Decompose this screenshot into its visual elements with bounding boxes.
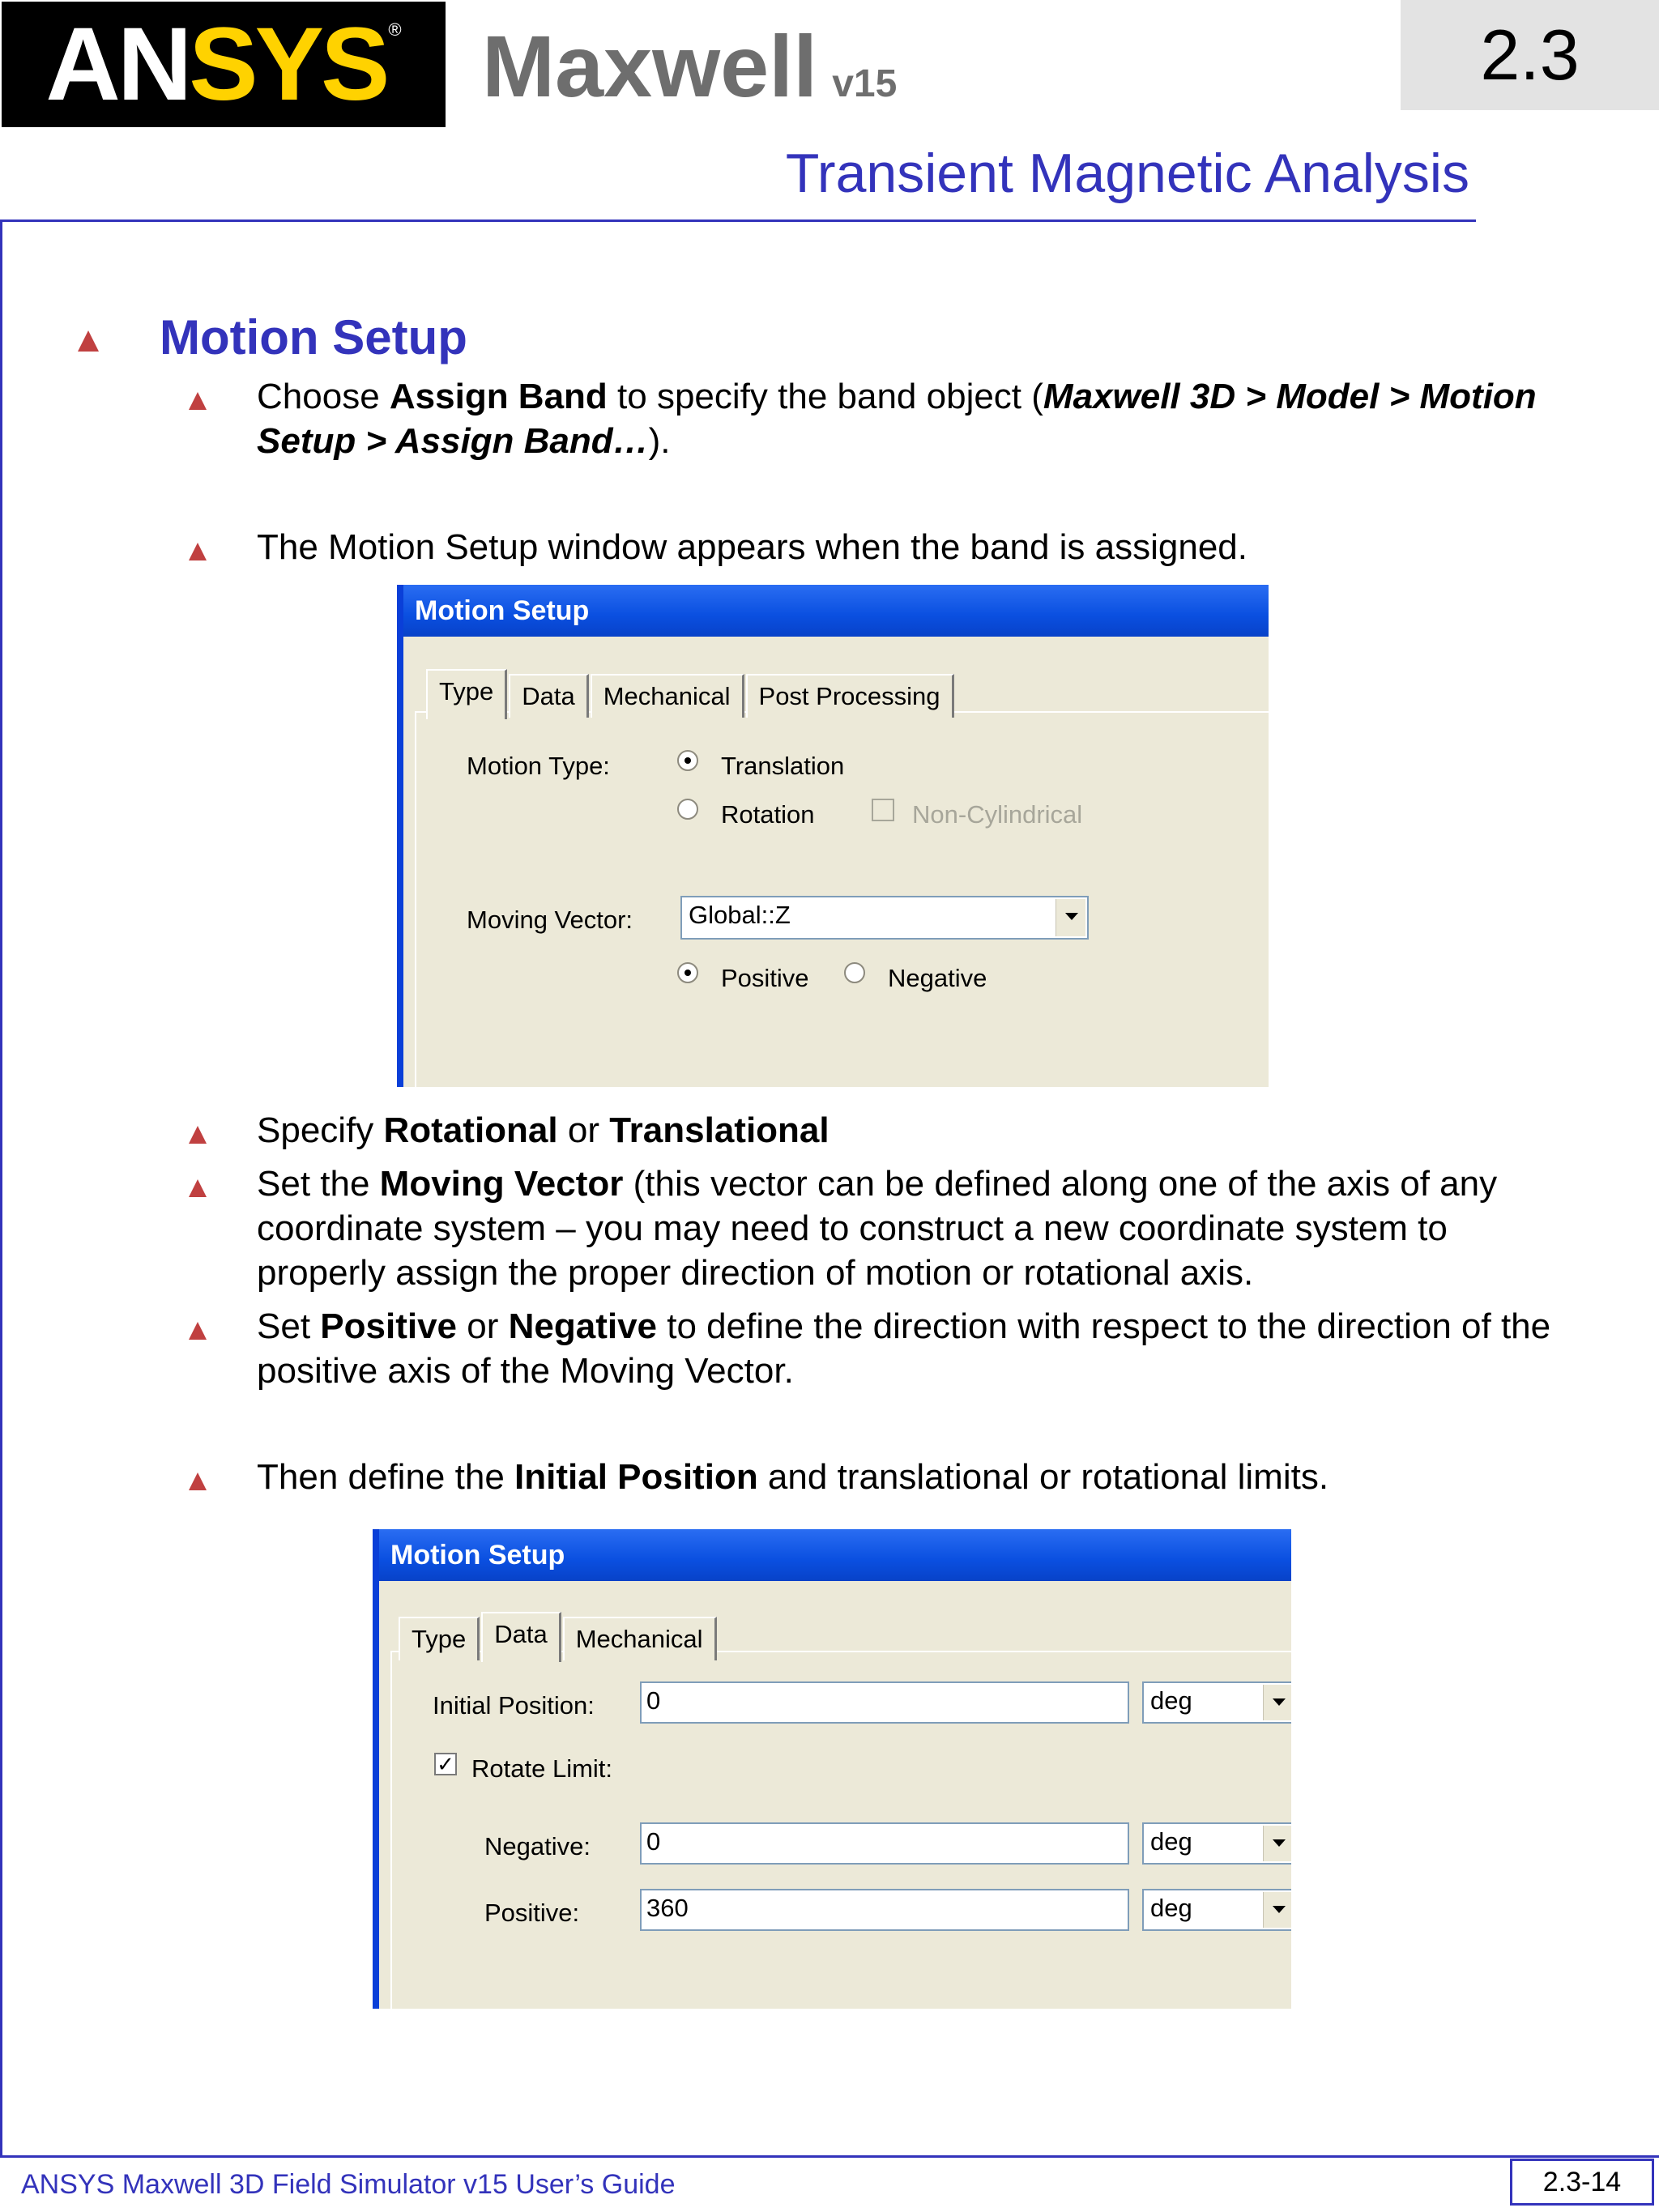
tab-strip	[426, 667, 956, 718]
tab-data[interactable]: Data	[481, 1612, 561, 1662]
initial-position-input[interactable]: 0	[640, 1681, 1129, 1724]
chevron-down-icon[interactable]	[1263, 1892, 1291, 1928]
bullet-icon	[189, 392, 207, 410]
bullet-icon	[189, 1179, 207, 1197]
chevron-down-icon[interactable]	[1056, 899, 1085, 936]
positive-limit-input[interactable]: 360	[640, 1889, 1129, 1931]
header-divider	[0, 219, 1476, 222]
chevron-down-icon[interactable]	[1263, 1685, 1291, 1720]
motion-setup-dialog-type	[397, 585, 1269, 1087]
translation-radio[interactable]	[677, 750, 698, 771]
positive-limit-unit-select[interactable]: deg	[1142, 1889, 1291, 1931]
section-number: 2.3	[1401, 0, 1659, 110]
negative-limit-input[interactable]: 0	[640, 1822, 1129, 1865]
non-cylindrical-label: Non-Cylindrical	[912, 800, 1083, 829]
negative-radio[interactable]	[844, 962, 865, 983]
bullet-icon	[189, 1473, 207, 1490]
moving-vector-select[interactable]: Global::Z	[680, 896, 1089, 940]
footer-divider	[0, 2155, 1659, 2158]
paragraph-initial-position: Then define the Initial Position and translational or rotational limits.	[257, 1457, 1329, 1497]
paragraph-positive-negative: Set Positive or Negative to define the direction with respect to the direction of the positive axis of the Moving Vector.	[257, 1306, 1551, 1391]
non-cylindrical-checkbox[interactable]	[872, 799, 894, 821]
tab-data[interactable]: Data	[509, 674, 588, 718]
product-version: v15	[832, 62, 898, 105]
tab-mechanical[interactable]: Mechanical	[563, 1617, 717, 1660]
moving-vector-label: Moving Vector:	[467, 906, 633, 934]
rotate-limit-label: Rotate Limit:	[471, 1754, 613, 1783]
paragraph-specify: Specify Rotational or Translational	[257, 1110, 830, 1150]
tab-type[interactable]: Type	[426, 669, 507, 719]
positive-radio[interactable]	[677, 962, 698, 983]
paragraph-assign-band: Choose Assign Band to specify the band object (Maxwell 3D > Model > Motion Setup > Assign Band…).	[257, 377, 1537, 461]
chevron-down-icon[interactable]	[1263, 1826, 1291, 1861]
negative-limit-label: Negative:	[484, 1832, 591, 1860]
product-title: Maxwell	[482, 17, 818, 115]
bullet-icon	[78, 330, 99, 352]
motion-type-label: Motion Type:	[467, 752, 610, 780]
rotate-limit-checkbox[interactable]: ✓	[434, 1753, 457, 1775]
page-number: 2.3-14	[1510, 2159, 1654, 2206]
dialog-title: Motion Setup	[379, 1529, 1291, 1581]
positive-label: Positive	[721, 964, 809, 992]
initial-position-label: Initial Position:	[433, 1691, 595, 1720]
section-heading: Motion Setup	[160, 310, 467, 364]
bullet-icon	[189, 1126, 207, 1144]
tab-mechanical[interactable]: Mechanical	[591, 674, 744, 718]
ansys-logo: AN SYS ®	[2, 2, 446, 127]
left-border	[0, 219, 2, 2155]
bullet-icon	[189, 543, 207, 560]
translation-label: Translation	[721, 752, 845, 780]
negative-limit-unit-select[interactable]: deg	[1142, 1822, 1291, 1865]
product-name	[482, 17, 898, 115]
dialog-title: Motion Setup	[403, 585, 1269, 637]
bullet-icon	[189, 1322, 207, 1340]
positive-limit-label: Positive:	[484, 1899, 580, 1927]
chapter-title: Transient Magnetic Analysis	[785, 143, 1469, 204]
rotation-radio[interactable]	[677, 799, 698, 820]
tab-post-processing[interactable]: Post Processing	[746, 674, 954, 718]
rotation-label: Rotation	[721, 800, 815, 829]
motion-setup-dialog-data	[373, 1529, 1291, 2009]
footer-guide-title: ANSYS Maxwell 3D Field Simulator v15 User’s Guide	[21, 2169, 676, 2200]
paragraph-moving-vector: Set the Moving Vector (this vector can be defined along one of the axis of any coordinate system – you may need to construct a new coordinate system to properly assign the proper direction of motion or rotational axis.	[257, 1164, 1498, 1293]
initial-position-unit-select[interactable]: deg	[1142, 1681, 1291, 1724]
paragraph-window-appears: The Motion Setup window appears when the band is assigned.	[257, 527, 1247, 567]
tab-strip	[399, 1610, 719, 1660]
negative-label: Negative	[888, 964, 987, 992]
tab-type[interactable]: Type	[399, 1617, 480, 1660]
